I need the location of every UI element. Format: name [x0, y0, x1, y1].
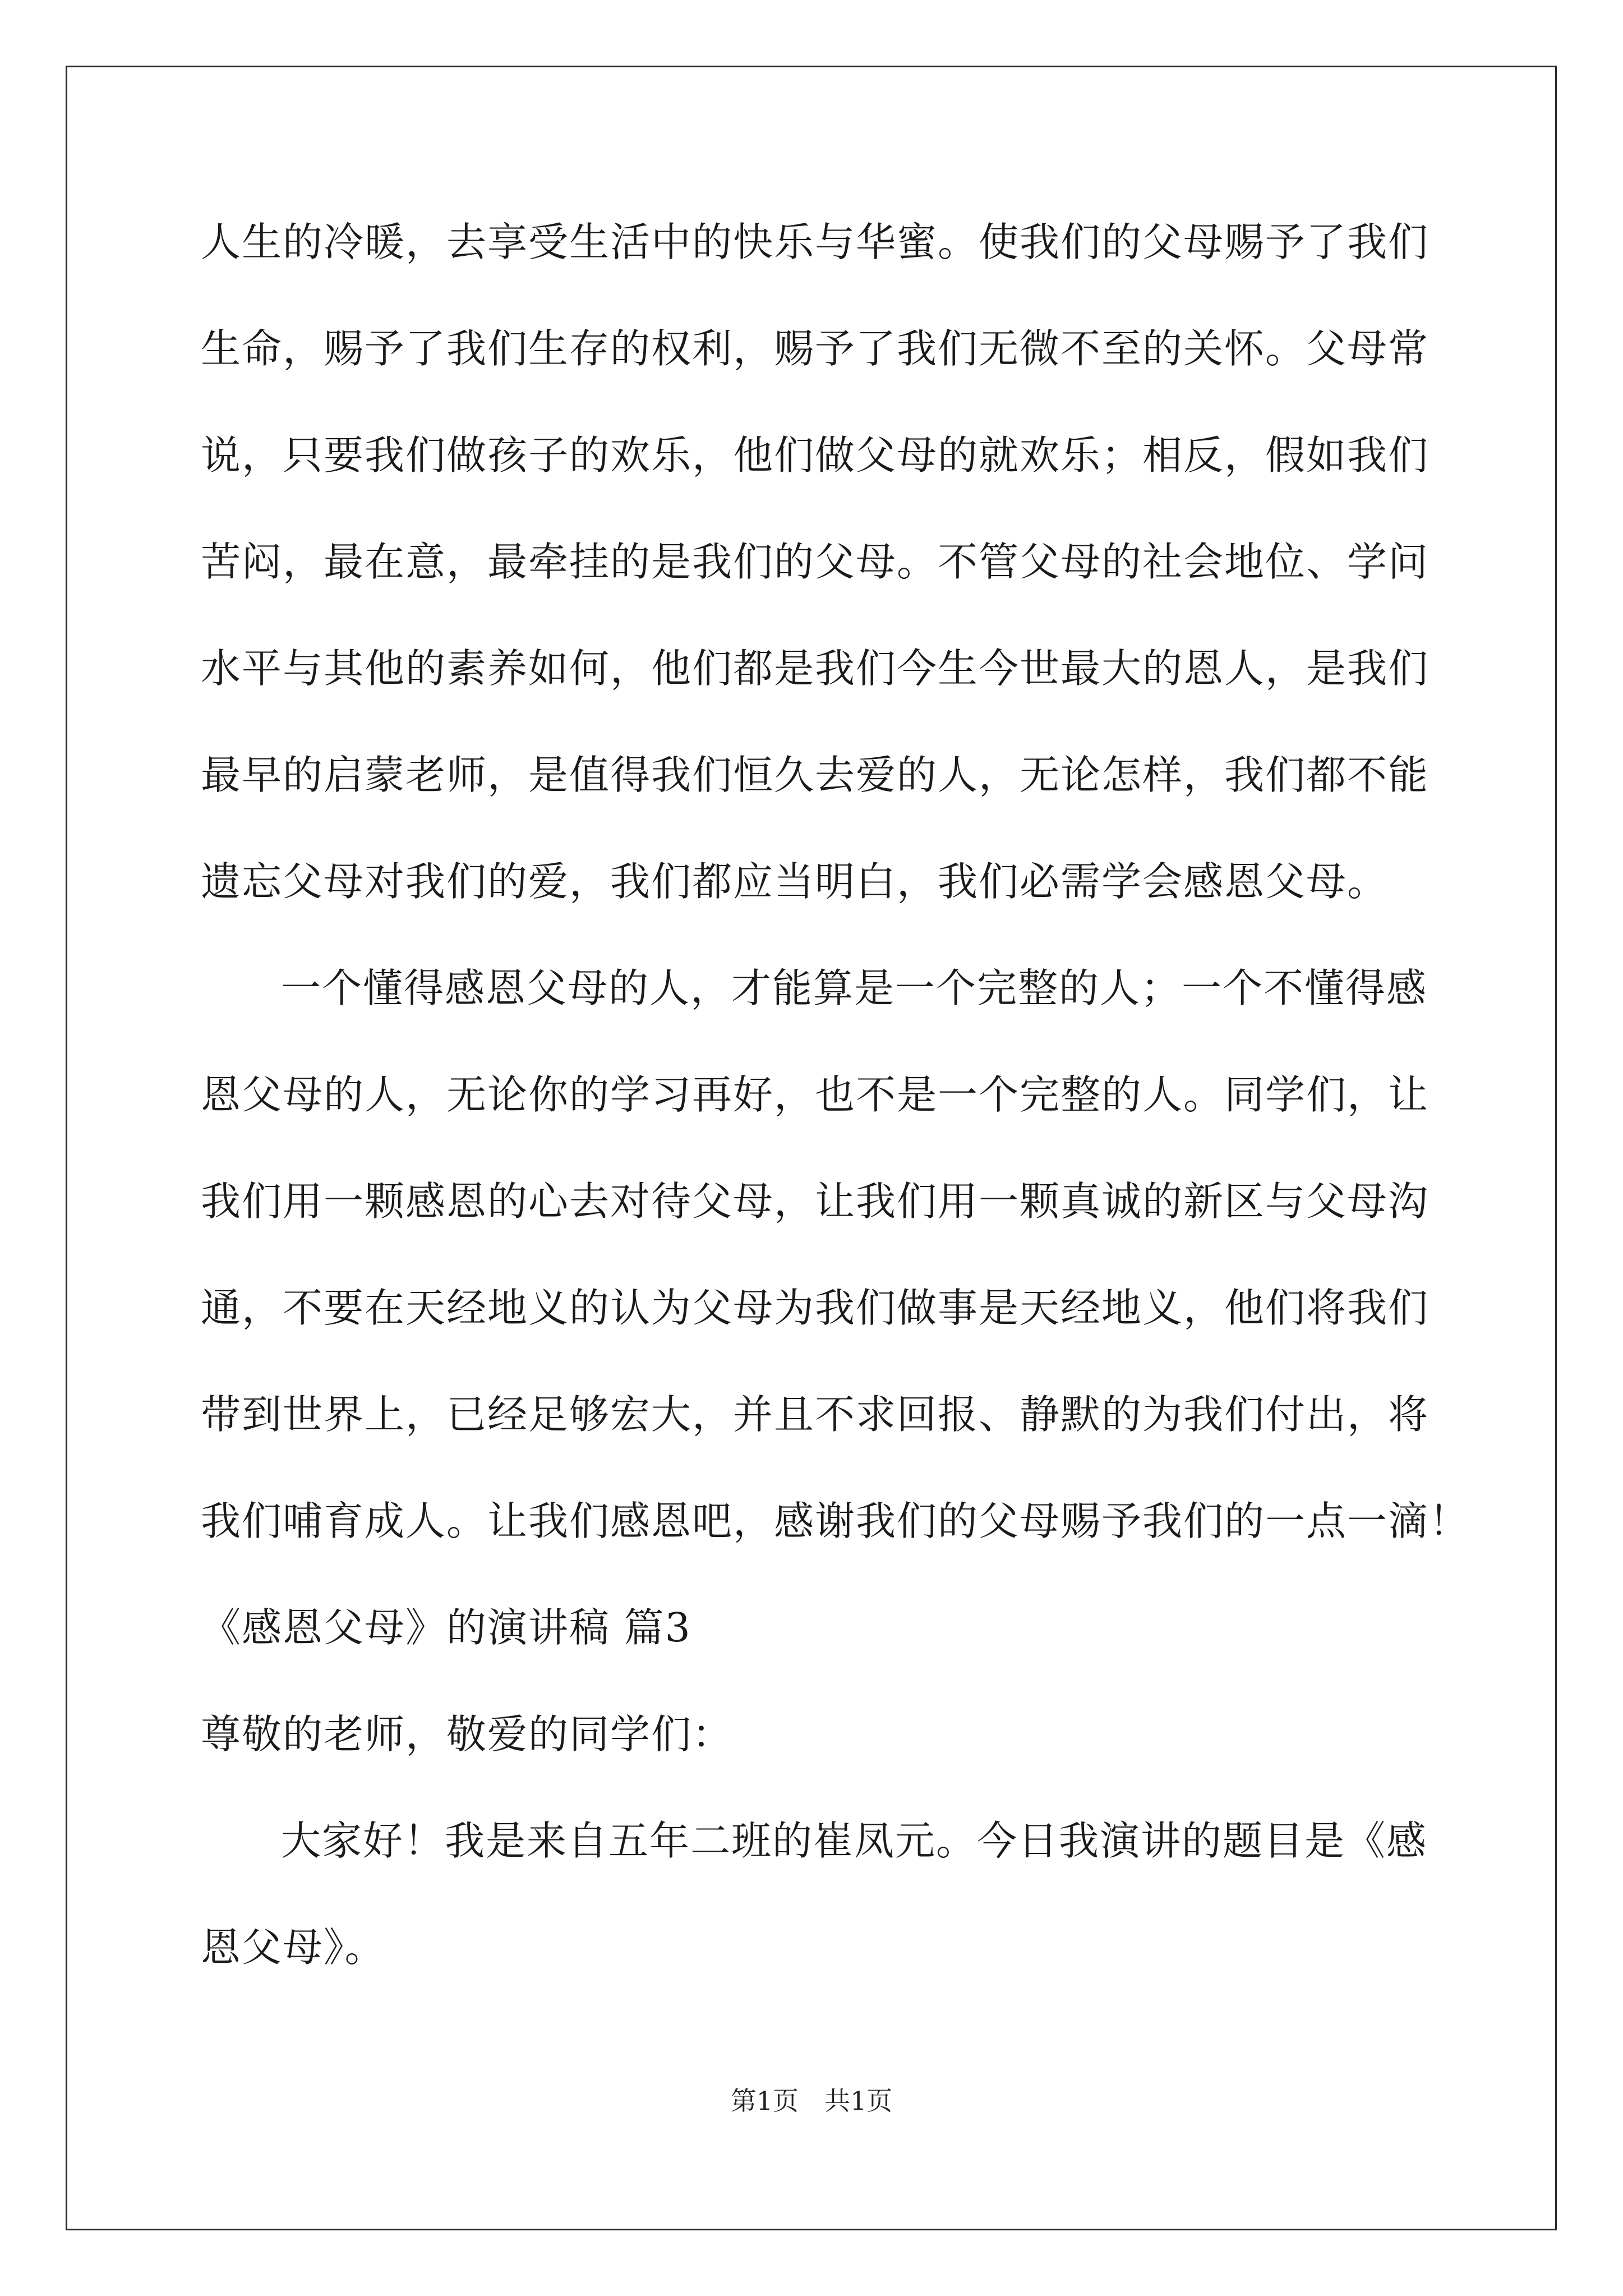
text-line: 说，只要我们做孩子的欢乐，他们做父母的就欢乐；相反，假如我们 [201, 432, 1430, 478]
text-line: 恩父母的人，无论你的学习再好，也不是一个完整的人。同学们，让 [201, 1071, 1430, 1118]
text-line: 遗忘父母对我们的爱，我们都应当明白，我们必需学会感恩父母。 [201, 858, 1389, 905]
page-border [66, 66, 1557, 2230]
salutation: 尊敬的老师，敬爱的同学们： [201, 1711, 734, 1757]
text-line: 最早的启蒙老师，是值得我们恒久去爱的人，无论怎样，我们都不能 [201, 752, 1430, 798]
paragraph-start-line: 大家好！我是来自五年二班的崔凤元。今日我演讲的题目是《感 [281, 1818, 1428, 1864]
text-line: 生命，赐予了我们生存的权利，赐予了我们无微不至的关怀。父母常 [201, 325, 1430, 372]
text-line: 人生的冷暖，去享受生活中的快乐与华蜜。使我们的父母赐予了我们 [201, 219, 1430, 265]
page-number-footer: 第1页 共1页 [730, 2086, 893, 2116]
text-line: 我们哺育成人。让我们感恩吧，感谢我们的父母赐予我们的一点一滴！ [201, 1498, 1470, 1544]
text-line: 带到世界上，已经足够宏大，并且不求回报、静默的为我们付出，将 [201, 1391, 1430, 1438]
text-line: 通，不要在天经地义的认为父母为我们做事是天经地义，他们将我们 [201, 1285, 1430, 1331]
section-heading: 《感恩父母》的演讲稿 篇3 [201, 1604, 691, 1651]
text-line: 恩父母》。 [201, 1924, 386, 1971]
paragraph-start-line: 一个懂得感恩父母的人，才能算是一个完整的人；一个不懂得感 [281, 965, 1428, 1011]
text-line: 苦闷，最在意，最牵挂的是我们的父母。不管父母的社会地位、学问 [201, 539, 1430, 585]
text-line: 我们用一颗感恩的心去对待父母，让我们用一颗真诚的新区与父母沟 [201, 1178, 1430, 1225]
text-line: 水平与其他的素养如何，他们都是我们今生今世最大的恩人，是我们 [201, 645, 1430, 692]
